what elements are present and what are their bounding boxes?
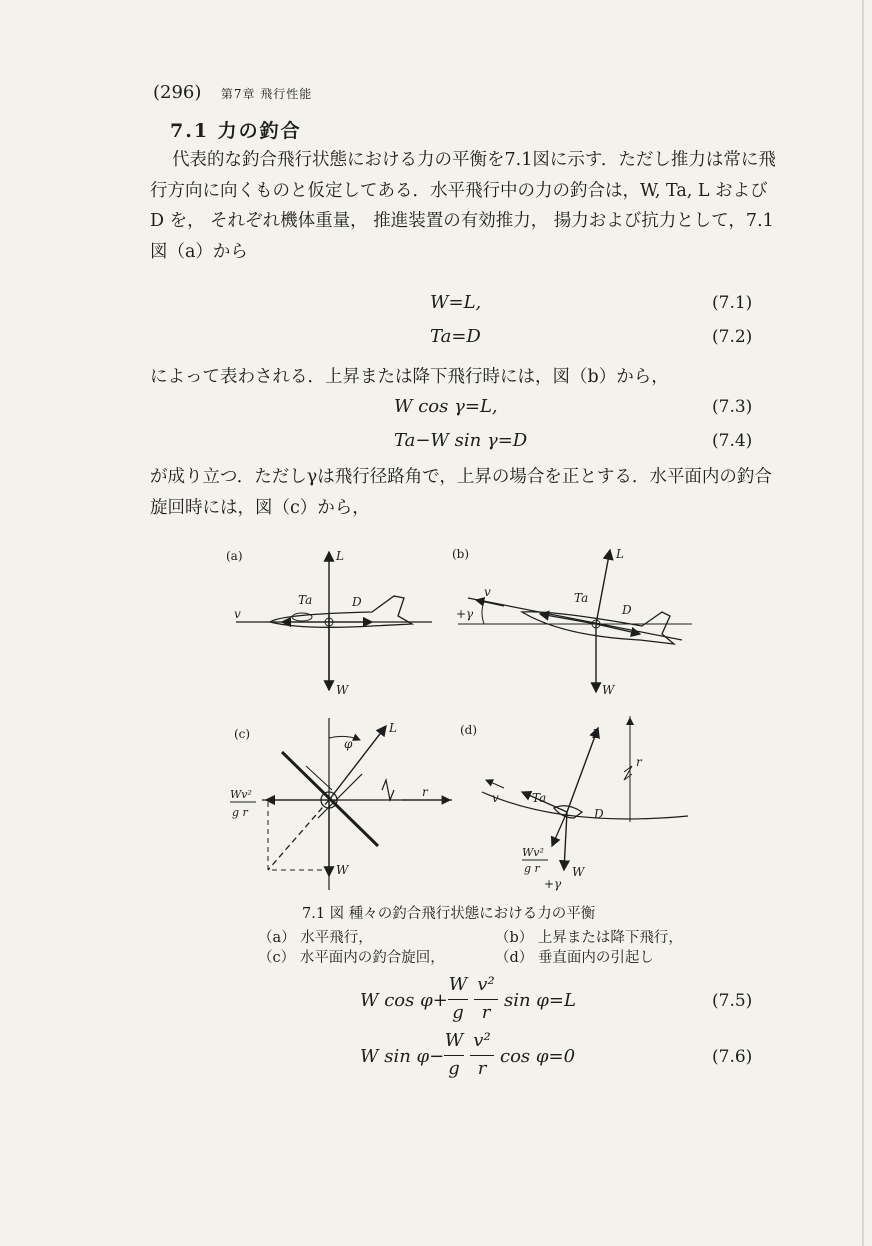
equation-7-1: W=L, — [430, 292, 482, 313]
panel-a-Ta-label: Ta — [298, 593, 313, 607]
panel-d-v-arrow — [486, 780, 504, 788]
panel-c-tag: (c) — [234, 727, 251, 741]
panel-c-centrifugal-den: g r — [232, 806, 248, 819]
figure-caption: 7.1 図 種々の釣合飛行状態における力の平衡 — [302, 906, 596, 922]
panel-b-v-arrow — [476, 600, 504, 606]
eq6-left: W sin φ− — [360, 1046, 445, 1067]
paragraph-turn: が成り立つ．ただしγは飛行径路角で，上昇の場合を正とする．水平面内の釣合旋回時には，図（c）から， — [150, 467, 772, 518]
panel-a-D-label: D — [352, 595, 362, 609]
panel-c-resultant-line — [268, 800, 329, 870]
panel-d-W-label: W — [572, 865, 585, 879]
panel-d-flight-path — [482, 792, 688, 819]
panel-d-v-label: v — [492, 791, 499, 805]
panel-d-centrifugal-num: Wv² — [522, 846, 544, 859]
equation-number-7-5: (7.5) — [712, 991, 753, 1011]
section-title: 7.1 力の釣合 — [170, 120, 302, 142]
caption-sub-c: （c） 水平面内の釣合旋回， — [258, 950, 445, 966]
paragraph-climb: によって表わされる．上昇または降下飛行時には，図（b）から， — [150, 367, 669, 387]
page-edge-shadow — [862, 0, 864, 1246]
panel-a-W-label: W — [336, 683, 349, 697]
panel-c-level-turn — [230, 718, 452, 890]
eq6-frac2-bar — [470, 1055, 494, 1056]
panel-b-tag: (b) — [452, 547, 470, 561]
panel-d-tag: (d) — [460, 723, 478, 737]
panel-b-L-label: L — [616, 547, 624, 561]
panel-b-W-label: W — [602, 683, 615, 697]
chapter-title: 第7章 飛行性能 — [220, 87, 313, 101]
panel-d-gamma-label: +γ — [544, 877, 562, 891]
caption-sub-b: （b） 上昇または降下飛行， — [495, 930, 683, 946]
equation-7-4: Ta−W sin γ=D — [394, 430, 528, 451]
eq6-frac2-num: v² — [473, 1030, 491, 1051]
eq5-frac2-num: v² — [477, 974, 495, 995]
eq6-frac1-num: W — [444, 1030, 464, 1051]
panel-a-tag: (a) — [226, 549, 243, 563]
panel-b-drag-arrow — [596, 624, 640, 634]
eq6-frac2-den: r — [477, 1058, 487, 1079]
equation-number-7-6: (7.6) — [712, 1047, 753, 1067]
eq5-right: sin φ=L — [504, 990, 576, 1011]
panel-c-r-label: r — [422, 785, 428, 799]
panel-c-resultant-box — [268, 802, 329, 870]
eq5-frac2-bar — [474, 999, 498, 1000]
panel-a-cockpit — [292, 613, 312, 621]
panel-c-centrifugal-num: Wv² — [230, 788, 252, 801]
panel-d-break-mark — [624, 766, 632, 780]
panel-d-r-label: r — [636, 755, 642, 769]
equation-number-7-3: (7.3) — [712, 397, 753, 417]
page-number: (296) — [153, 82, 202, 103]
eq5-frac1-den: g — [452, 1002, 464, 1023]
panel-d-centrifugal-arrow — [552, 812, 567, 846]
equation-number-7-4: (7.4) — [712, 431, 753, 451]
eq6-frac1-bar — [444, 1055, 464, 1056]
paragraph-intro: 代表的な釣合飛行状態における力の平衡を7.1図に示す．ただし推力は常に飛行方向に向くものと仮定してある．水平飛行中の力の釣合は，W, Ta, L および D を， それぞれ機体重量， 推進装置の有効推力， 揚力および抗力として，7.1 図（a）から — [150, 150, 776, 262]
panel-c-break-mark — [382, 780, 394, 800]
equation-number-7-2: (7.2) — [712, 327, 753, 347]
equation-number-7-1: (7.1) — [712, 293, 753, 313]
running-header — [153, 82, 312, 103]
eq5-frac1-bar — [448, 999, 468, 1000]
equation-7-2: Ta=D — [430, 326, 481, 347]
panel-c-tail — [318, 774, 362, 818]
panel-b-D-label: D — [622, 603, 632, 617]
eq5-left: W cos φ+ — [360, 990, 448, 1011]
panel-d-L-label: L — [592, 727, 600, 741]
panel-c-phi-label: φ — [344, 737, 353, 751]
caption-sub-a: （a） 水平飛行， — [258, 930, 373, 946]
panel-c-W-label: W — [336, 863, 349, 877]
panel-b-gamma-arc — [482, 602, 484, 624]
panel-d-D-label: D — [594, 807, 604, 821]
caption-sub-d: （d） 垂直面内の引起し — [495, 950, 654, 966]
panel-b-thrust-arrow — [540, 614, 596, 624]
equation-7-3: W cos γ=L, — [394, 396, 498, 417]
panel-b-gamma-label: +γ — [456, 607, 474, 621]
eq5-frac2-den: r — [481, 1002, 491, 1023]
eq6-right: cos φ=0 — [500, 1046, 576, 1067]
panel-c-wing — [282, 752, 378, 846]
panel-b-Ta-label: Ta — [574, 591, 589, 605]
panel-a-L-label: L — [336, 549, 344, 563]
panel-d-centrifugal-den: g r — [524, 862, 540, 875]
panel-d-weight-arrow — [564, 812, 567, 870]
panel-c-L-label: L — [389, 721, 397, 735]
panel-d-Ta-label: Ta — [532, 791, 547, 805]
eq6-frac1-den: g — [448, 1058, 460, 1079]
panel-a-v-label: v — [234, 607, 241, 621]
panel-a-level-flight — [226, 549, 432, 697]
panel-b-climb — [452, 547, 692, 697]
force-balance-figure — [222, 540, 702, 900]
panel-b-v-label: v — [484, 585, 491, 599]
panel-b-lift-arrow — [596, 550, 610, 624]
eq5-frac1-num: W — [448, 974, 468, 995]
panel-d-pull-up — [460, 716, 688, 891]
